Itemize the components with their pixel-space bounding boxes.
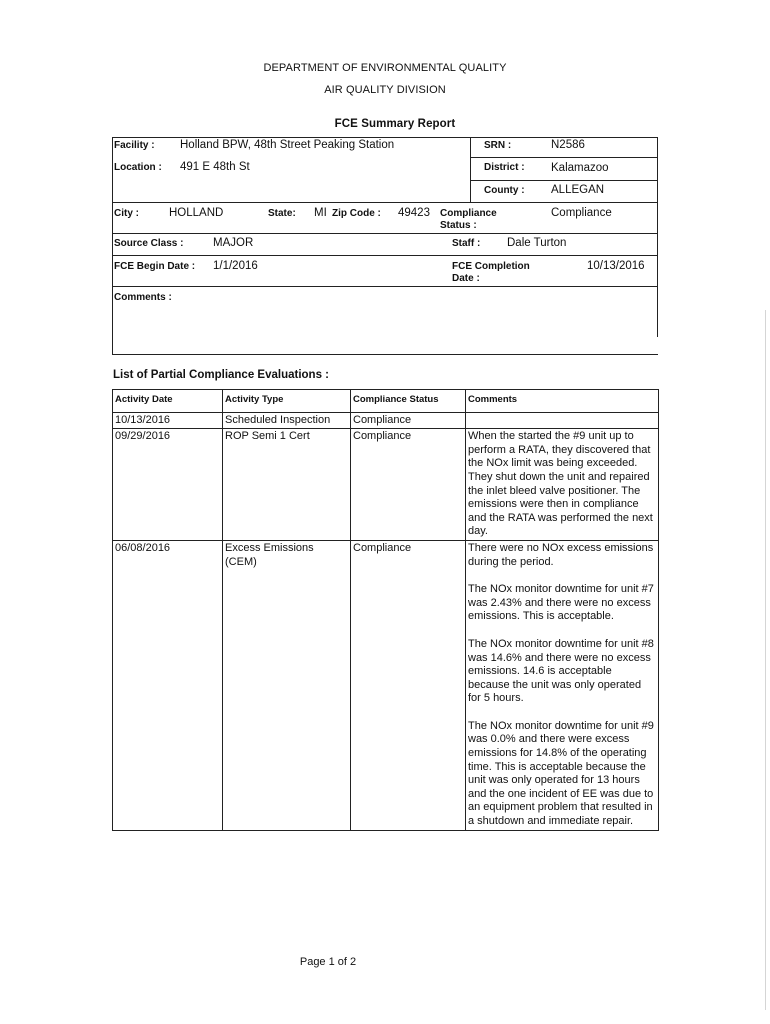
pce-header-row — [113, 390, 659, 413]
column-header-activity-date: Activity Date — [113, 390, 223, 413]
compliance-status-label: Compliance — [440, 208, 497, 219]
comment-paragraph: The NOx monitor downtime for unit #8 was 14.6% and there were no excess emissions. 14.6 is acceptable because the unit was only operated for 5 hours. — [468, 637, 654, 705]
activity-date: 09/29/2016 — [113, 429, 223, 541]
compliance-status: Compliance — [351, 429, 466, 541]
activity-date: 06/08/2016 — [113, 540, 223, 830]
fce-completion-label-2: Date : — [452, 273, 480, 284]
comments-label: Comments : — [114, 292, 172, 303]
city-value: HOLLAND — [169, 207, 224, 219]
comment-paragraph: The NOx monitor downtime for unit #7 was 2.43% and there were no excess emissions. This is acceptable. — [468, 583, 654, 623]
district-label: District : — [484, 162, 525, 173]
compliance-status: Compliance — [351, 540, 466, 830]
table-row — [113, 429, 659, 541]
staff-value: Dale Turton — [507, 237, 567, 249]
table-row — [113, 540, 659, 830]
comment-paragraph: The NOx monitor downtime for unit #9 was 0.0% and there were excess emissions for 14.8% of the operating time. This is acceptable because the unit was only operated for 13 hours and the one incident of EE was due to an equipment problem that resulted in a shutdown and immediate repair. — [468, 719, 654, 828]
zip-value: 49423 — [398, 207, 430, 219]
county-label: County : — [484, 185, 525, 196]
srn-value: N2586 — [551, 139, 585, 151]
department-title: DEPARTMENT OF ENVIRONMENTAL QUALITY — [263, 62, 507, 74]
activity-date: 10/13/2016 — [113, 412, 223, 429]
comments-cell — [466, 540, 659, 830]
compliance-status-value: Compliance — [551, 207, 612, 219]
comments-cell — [466, 429, 659, 541]
district-value: Kalamazoo — [551, 162, 609, 174]
comment-paragraph: There were no NOx excess emissions during the period. — [468, 541, 654, 568]
page-number: Page 1 of 2 — [299, 956, 357, 968]
comment-paragraph: When the started the #9 unit up to perform a RATA, they discovered that the NOx limit was being exceeded. They shut down the unit and repaired the inlet bleed valve positioner. The emissions were then in compliance and the RATA was performed the next day. — [468, 430, 653, 538]
fce-completion-value: 10/13/2016 — [587, 260, 645, 272]
column-header-activity-type: Activity Type — [223, 390, 351, 413]
facility-label: Facility : — [114, 140, 155, 151]
location-label: Location : — [114, 162, 162, 173]
source-class-value: MAJOR — [213, 237, 254, 249]
source-class-label: Source Class : — [114, 238, 184, 249]
facility-value: Holland BPW, 48th Street Peaking Station — [180, 139, 395, 151]
division-title: AIR QUALITY DIVISION — [324, 84, 446, 96]
staff-label: Staff : — [452, 238, 481, 249]
activity-type: ROP Semi 1 Cert — [223, 429, 351, 541]
state-value: MI — [314, 207, 327, 219]
pce-list-title: List of Partial Compliance Evaluations : — [113, 369, 329, 381]
city-label: City : — [114, 208, 139, 219]
location-value: 491 E 48th St — [180, 161, 250, 173]
scan-edge-mark — [765, 310, 766, 1010]
table-row — [113, 412, 659, 429]
fce-begin-label: FCE Begin Date : — [114, 261, 196, 272]
comments-cell — [466, 412, 659, 429]
pce-table — [112, 389, 659, 831]
state-label: State: — [268, 208, 296, 219]
fce-completion-label: FCE Completion — [452, 261, 530, 272]
column-header-compliance-status: Compliance Status — [351, 390, 466, 413]
compliance-status: Compliance — [351, 412, 466, 429]
srn-label: SRN : — [484, 140, 512, 151]
county-value: ALLEGAN — [551, 184, 605, 196]
column-header-comments: Comments — [466, 390, 659, 413]
activity-type: Excess Emissions (CEM) — [223, 540, 351, 830]
report-title: FCE Summary Report — [334, 118, 456, 130]
zip-label: Zip Code : — [332, 208, 381, 219]
fce-begin-value: 1/1/2016 — [213, 260, 258, 272]
compliance-status-label-2: Status : — [440, 220, 477, 231]
activity-type: Scheduled Inspection — [223, 412, 351, 429]
